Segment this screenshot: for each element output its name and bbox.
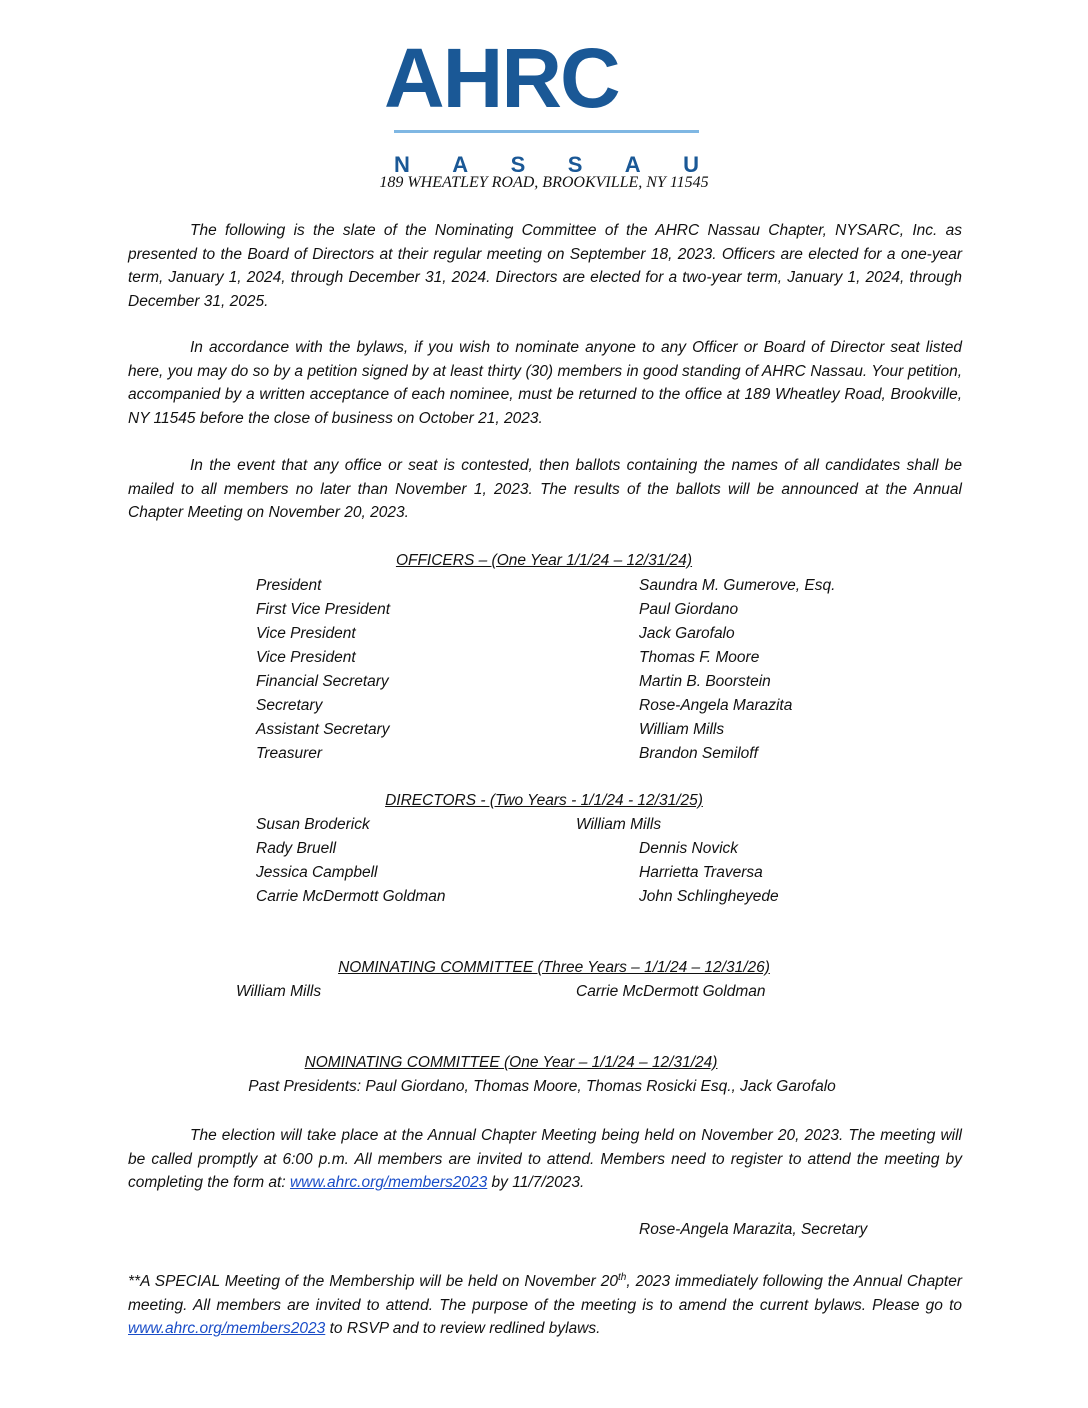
election-paragraph (128, 1124, 962, 1195)
director-name: Susan Broderick (256, 816, 370, 833)
members-link[interactable]: www.ahrc.org/members2023 (289, 1174, 488, 1191)
director-name: Dennis Novick (639, 840, 739, 857)
bylaws-text: In accordance with the bylaws, if you wish to nominate anyone to any Officer or Board of Director seat listed here, you may do so by a petition signed by at least thirty (30) members in good standing of AHRC Nassau. Your petition, accompanied by a written acceptance of each nominee, must be returned to the office at 189 Wheatley Road, Brookville, NY 11545 before the close of business on October 21, 2023. (128, 339, 962, 427)
directors-heading: DIRECTORS - (Two Years - 1/1/24 - 12/31/25) (385, 792, 703, 809)
logo-letter: S (567, 152, 583, 177)
officer-name: Martin B. Boorstein (639, 673, 771, 690)
past-presidents: Past Presidents: Paul Giordano, Thomas Moore, Thomas Rosicki Esq., Jack Garofalo (248, 1078, 836, 1095)
officer-title: Assistant Secretary (256, 721, 390, 738)
logo-rule (394, 130, 699, 133)
officer-name: Rose-Angela Marazita (639, 697, 793, 714)
director-name: Carrie McDermott Goldman (256, 888, 446, 905)
director-name: John Schlingheyede (639, 888, 779, 905)
officer-title: First Vice President (256, 601, 391, 618)
officer-name: Brandon Semiloff (639, 745, 758, 762)
ahrc-logo (380, 31, 700, 177)
nominating-one-heading: NOMINATING COMMITTEE (One Year – 1/1/24 – 12/31/24) (304, 1054, 718, 1071)
nominating-member: William Mills (236, 983, 322, 1000)
signature: Rose-Angela Marazita, Secretary (639, 1221, 868, 1238)
bylaws-paragraph (128, 336, 962, 430)
logo-letter: N (394, 152, 410, 177)
director-name: William Mills (576, 816, 662, 833)
officer-name: Jack Garofalo (639, 625, 735, 642)
ordinal-suffix: th (618, 1272, 627, 1283)
election-deadline: by 11/7/2023. (487, 1174, 585, 1191)
nominating-member: Carrie McDermott Goldman (576, 983, 766, 1000)
officers-heading: OFFICERS – (One Year 1/1/24 – 12/31/24) (395, 552, 693, 569)
rsvp-link[interactable]: www.ahrc.org/members2023 (128, 1320, 326, 1338)
election-text: The election will take place at the Annual Chapter Meeting being held on November 20, 2023. The meeting will be called promptly at 6:00 p.m. All members are invited to attend. Members need to register to attend the meeting by completing the form at: (128, 1127, 962, 1191)
nominating-three-heading: NOMINATING COMMITTEE (Three Years – 1/1/24 – 12/31/26) (338, 959, 770, 976)
officer-name: William Mills (639, 721, 725, 738)
logo-letter: S (510, 152, 526, 177)
logo-letter: A (624, 152, 641, 177)
special-text: , 2023 immediately following the Annual Chapter meeting. All members are invited to attend. The purpose of the meeting is to amend the current bylaws. Please go to (128, 1273, 963, 1314)
officer-title: Treasurer (256, 745, 323, 762)
officer-name: Thomas F. Moore (639, 649, 760, 666)
logo-letter: U (683, 152, 699, 177)
director-name: Harrietta Traversa (639, 864, 763, 881)
logo-subtitle (394, 154, 699, 176)
officer-title: Secretary (256, 697, 323, 714)
officer-title: Vice President (256, 625, 356, 642)
officer-name: Saundra M. Gumerove, Esq. (639, 577, 836, 594)
officer-title: President (256, 577, 322, 594)
special-text: to RSVP and to review redlined bylaws. (325, 1320, 601, 1338)
officer-name: Paul Giordano (639, 601, 739, 618)
director-name: Jessica Campbell (256, 864, 378, 881)
intro-text: The following is the slate of the Nominating Committee of the AHRC Nassau Chapter, NYSARC, Inc. as presented to the Board of Directors at their regular meeting on September 18, 2023. Officers are elected for a one-year term, January 1, 2024, through December 31, 2024. Directors are elected for a two-year term, January 1, 2024, through December 31, 2025. (128, 222, 962, 310)
director-name: Rady Bruell (256, 840, 337, 857)
contested-paragraph (128, 454, 962, 525)
officer-title: Vice President (256, 649, 356, 666)
special-text: **A SPECIAL Meeting of the Membership will be held on November 20 (128, 1273, 619, 1291)
special-meeting-paragraph (128, 1266, 962, 1341)
logo-wordmark: AHRC (384, 31, 619, 125)
contested-text: In the event that any office or seat is contested, then ballots containing the names of all candidates shall be mailed to all members no later than November 1, 2023. The results of the ballots will be announced at the Annual Chapter Meeting on November 20, 2023. (128, 457, 962, 521)
officer-title: Financial Secretary (256, 673, 389, 690)
address: 189 WHEATLEY ROAD, BROOKVILLE, NY 11545 (379, 174, 709, 191)
intro-paragraph (128, 219, 962, 313)
logo-letter: A (452, 152, 469, 177)
